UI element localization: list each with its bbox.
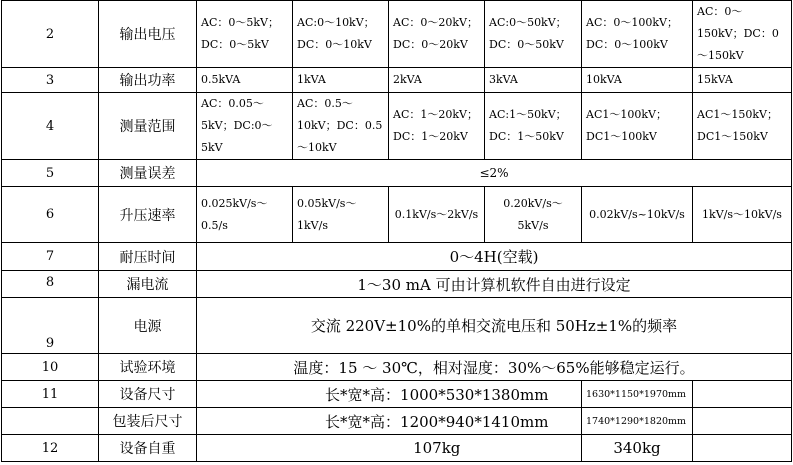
row-number: 11 (2, 381, 99, 408)
spec-cell: 15kVA (693, 68, 792, 93)
size-value: 长*宽*高：1200*940*1410mm (293, 408, 582, 435)
merged-value: 1～30 mA 可由计算机软件自由进行设定 (197, 271, 792, 298)
row-number (2, 408, 99, 435)
spec-cell: AC：0～150kV；DC：0～150kV (693, 1, 792, 68)
spec-cell: AC:0～50kV；DC：0～50kV (485, 1, 582, 68)
spec-cell: 0.5kVA (197, 68, 293, 93)
row-ramp-rate (2, 187, 792, 243)
row-number: 9 (2, 298, 99, 354)
size-value-alt: 1630*1150*1970mm (582, 381, 693, 408)
row-measurement-range (2, 93, 792, 160)
size-value: 长*宽*高：1000*530*1380mm (293, 381, 582, 408)
spec-table (1, 0, 792, 462)
row-weight (2, 435, 792, 462)
spec-cell: AC：0.5～10kV；DC：0.5～10kV (293, 93, 389, 160)
spec-cell: AC:1～50kV；DC：1～50kV (485, 93, 582, 160)
row-label: 试验环境 (99, 354, 197, 381)
spec-cell: 0.02kV/s~10kV/s (582, 187, 693, 243)
spec-cell: 1kVA (293, 68, 389, 93)
row-label: 设备自重 (99, 435, 197, 462)
row-number: 3 (2, 68, 99, 93)
spec-cell: AC1～150kV；DC1～150kV (693, 93, 792, 160)
spec-cell: AC：0～5kV；DC：0～5kV (197, 1, 293, 68)
spec-cell: 0.1kV/s～2kV/s (389, 187, 485, 243)
spec-cell: 2kVA (389, 68, 485, 93)
row-number: 8 (2, 271, 99, 298)
spec-cell: AC：1～20kV；DC：1～20kV (389, 93, 485, 160)
spec-cell: AC：0～20kV；DC：0～20kV (389, 1, 485, 68)
row-measurement-error (2, 160, 792, 187)
merged-value: 0～4H(空载) (197, 243, 792, 271)
row-label: 设备尺寸 (99, 381, 197, 408)
spec-cell: 10kVA (582, 68, 693, 93)
row-number: 4 (2, 93, 99, 160)
row-power-supply (2, 298, 792, 354)
empty-cell (693, 381, 792, 408)
spec-cell: 0.05kV/s～1kV/s (293, 187, 389, 243)
empty-cell (693, 435, 792, 462)
spec-cell: 0.20kV/s～5kV/s (485, 187, 582, 243)
row-number: 2 (2, 1, 99, 68)
row-output-power (2, 68, 792, 93)
row-number: 12 (2, 435, 99, 462)
merged-value: ≤2% (197, 160, 792, 187)
spacer-cell (197, 381, 293, 408)
row-label: 测量范围 (99, 93, 197, 160)
size-value-alt: 1740*1290*1820mm (582, 408, 693, 435)
row-number: 10 (2, 354, 99, 381)
row-number: 6 (2, 187, 99, 243)
row-packed-size (2, 408, 792, 435)
weight-value: 107kg (293, 435, 582, 462)
row-number: 7 (2, 243, 99, 271)
row-label: 漏电流 (99, 271, 197, 298)
spec-cell: 0.025kV/s～0.5/s (197, 187, 293, 243)
row-label: 耐压时间 (99, 243, 197, 271)
spec-cell: AC:0～10kV；DC：0～10kV (293, 1, 389, 68)
spec-cell: 3kVA (485, 68, 582, 93)
row-withstand-time (2, 243, 792, 271)
weight-value-alt: 340kg (582, 435, 693, 462)
spec-cell: AC：0～100kV；DC：0～100kV (582, 1, 693, 68)
spacer-cell (197, 408, 293, 435)
row-label: 电源 (99, 298, 197, 354)
row-output-voltage (2, 1, 792, 68)
merged-value: 温度：15 ～ 30℃，相对湿度：30%～65%能够稳定运行。 (197, 354, 792, 381)
row-label: 测量误差 (99, 160, 197, 187)
row-equipment-size (2, 381, 792, 408)
spec-cell: AC：0.05～5kV；DC:0～5kV (197, 93, 293, 160)
row-test-environment (2, 354, 792, 381)
merged-value: 交流 220V±10%的单相交流电压和 50Hz±1%的频率 (197, 298, 792, 354)
row-label: 包装后尺寸 (99, 408, 197, 435)
row-label: 升压速率 (99, 187, 197, 243)
spec-cell: AC1～100kV；DC1～100kV (582, 93, 693, 160)
spec-cell: 1kV/s～10kV/s (693, 187, 792, 243)
row-label: 输出功率 (99, 68, 197, 93)
empty-cell (693, 408, 792, 435)
row-leakage-current (2, 271, 792, 298)
row-label: 输出电压 (99, 1, 197, 68)
spacer-cell (197, 435, 293, 462)
row-number: 5 (2, 160, 99, 187)
